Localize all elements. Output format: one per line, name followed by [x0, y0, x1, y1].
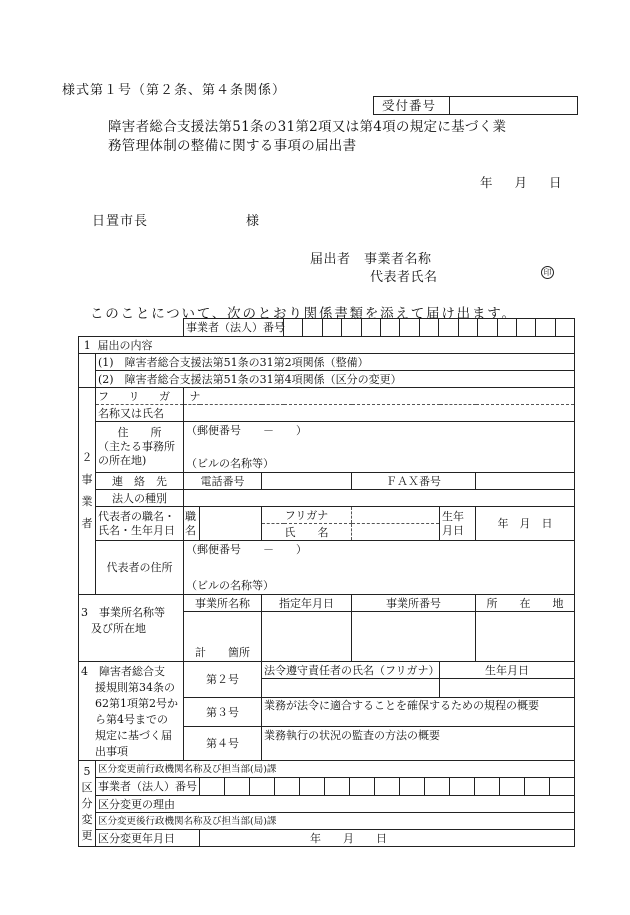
postal-code-field[interactable]: （郵便番号 － ）: [184, 422, 575, 439]
representative-birthdate-field[interactable]: 年 月 日: [476, 507, 575, 541]
title-label-2: 名: [185, 523, 196, 537]
section-5-label: 5区分変更: [79, 761, 96, 847]
receipt-number-box: [373, 96, 578, 115]
section-4-label: 4 障害者総合支: [81, 665, 165, 678]
representative-title-field[interactable]: [200, 507, 262, 541]
compliance-officer-field[interactable]: [262, 679, 440, 698]
business-number-cells[interactable]: [284, 319, 575, 337]
representative-title-label-2: 氏名・生年月日: [98, 523, 175, 537]
audit-overview-space[interactable]: [262, 745, 575, 761]
compliance-birthdate-field[interactable]: [440, 679, 575, 698]
item-2-label: 第２号: [184, 662, 262, 698]
birthdate-label-2: 月日: [442, 523, 465, 537]
section-1-number: 1: [79, 337, 96, 354]
change-business-number-label: 事業者（法人）番号: [96, 778, 200, 796]
receipt-number-label: 受付番号: [374, 97, 450, 114]
change-reason-label[interactable]: 区分変更の理由: [96, 796, 575, 813]
intro-text: このことについて、次のとおり関係書類を添えて届け出ます。: [90, 306, 517, 322]
title-label: 職: [185, 509, 196, 523]
honorific: 様: [246, 214, 260, 229]
receipt-number-field[interactable]: [450, 97, 577, 114]
representative-postal-field[interactable]: （郵便番号 － ）: [184, 541, 575, 558]
name-field[interactable]: [184, 405, 575, 422]
seal-icon: 印: [541, 266, 554, 279]
date-month: 月: [514, 175, 528, 190]
contact-label: 連 絡 先: [96, 473, 184, 490]
option-1[interactable]: (1) 障害者総合支援法第51条の31第2項関係（整備）: [96, 354, 575, 371]
office-number-field[interactable]: [352, 612, 476, 662]
section-2-label: ２事業者: [79, 388, 96, 595]
section-4-label-6: 出事項: [95, 745, 128, 758]
notification-form-table: [78, 318, 575, 847]
representative-label: 代表者氏名: [370, 270, 438, 285]
designated-date-field[interactable]: [262, 612, 352, 662]
representative-furigana-label: フリガナ: [262, 507, 352, 524]
business-number-label: 事業者（法人）番号: [184, 319, 284, 337]
phone-field[interactable]: [262, 473, 352, 490]
representative-name-label: 氏 名: [262, 524, 352, 541]
form-number: 様式第１号（第２条、第４条関係）: [62, 83, 287, 98]
compliance-officer-header: 法令遵守責任者の氏名（フリガナ）: [262, 662, 440, 679]
fax-label: ＦＡＸ番号: [352, 473, 476, 490]
rules-overview-field[interactable]: 業務が法令に適合することを確保するための規程の概要: [262, 698, 575, 727]
birthdate-header: 生年月日: [440, 662, 575, 679]
section-4-label-5: 規定に基づく届: [95, 729, 172, 742]
building-name-field[interactable]: （ビルの名称等）: [184, 456, 575, 473]
location-field[interactable]: [476, 612, 575, 662]
birthdate-label: 生年: [442, 509, 465, 523]
applicant-label: 届出者 事業者名称: [310, 252, 432, 267]
date-line: [480, 173, 562, 191]
section-3-label-2: 及び所在地: [91, 622, 146, 635]
address-label: 住 所: [117, 426, 162, 439]
before-change-agency-label: 区分変更前行政機関名称及び担当部(局)課: [96, 761, 575, 778]
representative-building-field[interactable]: （ビルの名称等）: [184, 578, 575, 595]
representative-furigana-field[interactable]: [352, 507, 440, 524]
item-3-label: 第３号: [184, 698, 262, 727]
office-number-header: 事業所番号: [352, 595, 476, 612]
address-label-2: （主たる事務所: [98, 440, 175, 453]
date-day: 日: [549, 175, 562, 190]
name-label: 名称又は氏名: [96, 405, 184, 422]
option-2[interactable]: (2) 障害者総合支援法第51条の31第4項関係（区分の変更）: [96, 371, 575, 388]
furigana-field[interactable]: [184, 388, 575, 405]
audit-overview-field[interactable]: 業務執行の状況の監査の方法の概要: [262, 727, 575, 745]
representative-name-field[interactable]: [352, 524, 440, 541]
after-change-agency-label: 区分変更後行政機関名称及び担当部(局)課: [96, 813, 575, 830]
change-date-field[interactable]: 年 月 日: [200, 830, 575, 847]
section-4-label-4: ら第4号までの: [95, 713, 168, 726]
office-name-header: 事業所名称: [184, 595, 262, 612]
section-4-label-2: 援規則第34条の: [95, 681, 175, 694]
corporation-type-field[interactable]: [184, 490, 575, 507]
furigana-label: フ リ ガ ナ: [96, 388, 184, 405]
total-offices: 計 箇所: [184, 645, 262, 662]
address-label-3: の所在地): [98, 454, 147, 467]
title-line-2: 務管理体制の整備に関する事項の届出書: [108, 138, 357, 154]
title-line-1: 障害者総合支援法第51条の31第2項又は第4項の規定に基づく業: [108, 119, 507, 135]
representative-title-label: 代表者の職名・: [98, 509, 175, 523]
office-name-field[interactable]: [184, 612, 262, 645]
section-3-label: 3 事業所名称等: [81, 606, 165, 619]
designated-date-header: 指定年月日: [262, 595, 352, 612]
phone-label: 電話番号: [184, 473, 262, 490]
address-field[interactable]: [184, 439, 575, 456]
location-header: 所 在 地: [476, 595, 575, 612]
date-year: 年: [480, 175, 493, 190]
corporation-type-label: 法人の種別: [96, 490, 184, 507]
document-title: [108, 118, 568, 156]
change-business-number-cells[interactable]: [200, 778, 575, 796]
fax-field[interactable]: [476, 473, 575, 490]
representative-address-field[interactable]: [184, 558, 575, 578]
representative-address-label: 代表者の住所: [96, 541, 184, 595]
item-4-label: 第４号: [184, 727, 262, 761]
addressee: 日置市長: [92, 214, 149, 229]
section-4-label-3: 62第1項第2号か: [95, 697, 178, 710]
section-1-title: 届出の内容: [96, 337, 575, 354]
change-date-label: 区分変更年月日: [96, 830, 200, 847]
